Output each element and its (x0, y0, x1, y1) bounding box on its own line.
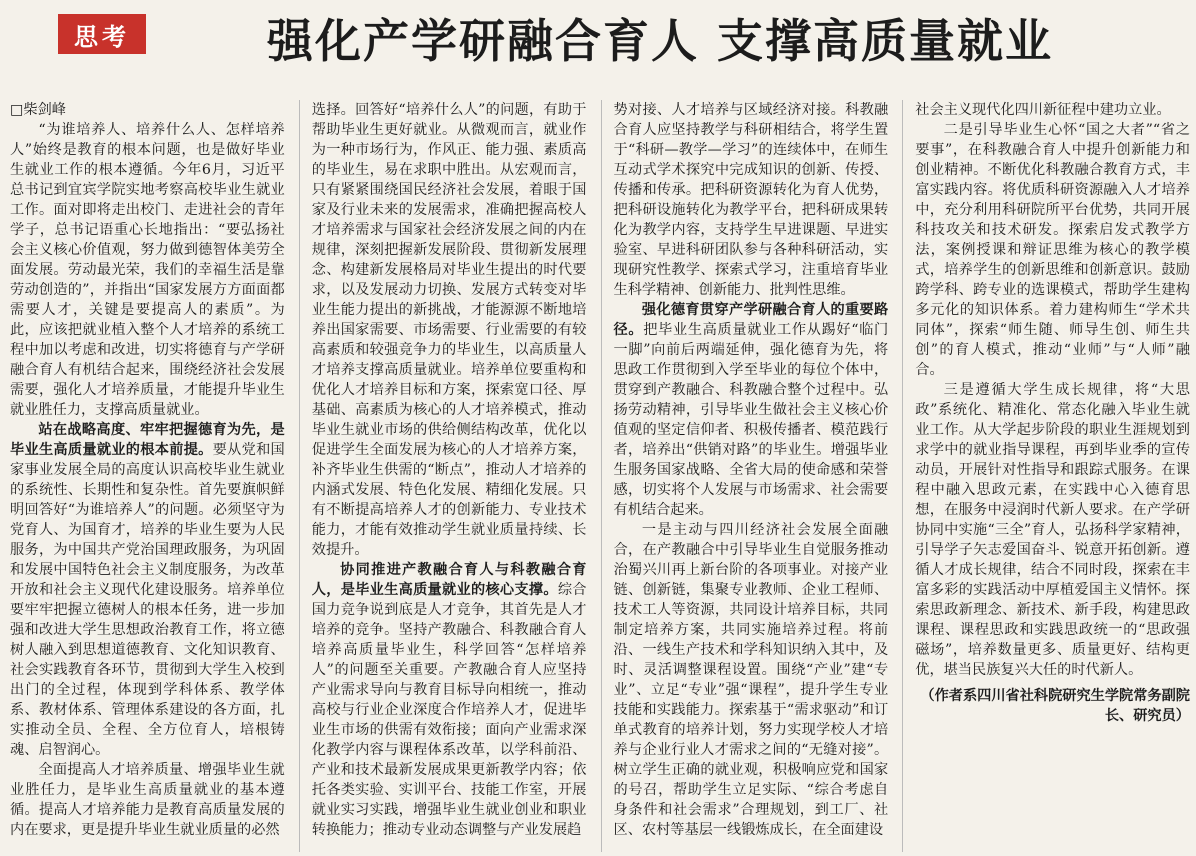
paragraph: 二是引导毕业生心怀“国之大者”“省之要事”，在科教融合育人中提升创新能力和创业精神。不断优化科教融合教育方式，丰富实践内容。将优质科研资源融入人才培养中，充分利用科研院所平台优势，共同开展科技攻关和技术研发。探索启发式教学方法，案例授课和辩证思维为核心的教学模式，培养学生的创新思维和创新意识。鼓励跨学科、跨专业的选课模式，帮助学生建构多元化的知识体系。着力建构师生“学术共同体”，探索“师生随、师导生创、师生共创”的育人模式，推动“业师”与“人师”融合。 (915, 122, 1190, 378)
article-title: 强化产学研融合育人 支撑高质量就业 (266, 14, 1053, 68)
column-1 (10, 100, 285, 852)
byline: □柴剑峰 (10, 102, 66, 118)
author-note: （作者系四川省社科院研究生学院常务副院长、研究员） (920, 688, 1190, 724)
paragraph: 势对接、人才培养与区域经济对接。科教融合育人应坚持教学与科研相结合，将学生置于“科研—教学—学习”的连续体中，在师生互动式学术探究中完成知识的创新、传授、传播和传承。把科研资源转化为育人优势，把科研设施转化为教学平台，把科研成果转化为教学内容，支持学生早进课题、早进实验室、早进科研团队参与各种科研活动，实现研究性教学、探索式学习，注重培育毕业生科学精神、创新能力、批判性思维。 (613, 102, 889, 298)
paragraph: 协同推进产教融合育人与科教融合育人，是毕业生高质量就业的核心支撑。综合国力竞争说到底是人才竞争，其首先是人才培养的竞争。坚持产教融合、科教融合育人培养高质量毕业生，科学回答“怎样培养人”的问题至关重要。产教融合育人应坚持产业需求导向与教育目标导向相统一，推动高校与行业企业深度合作培养人才，促进毕业生市场的供需有效衔接；面向产业需求深化教学内容与课程体系改革，以学科前沿、产业和技术最新发展成果更新教学内容；依托各类实验、实训平台、技能工作室，开展就业实习实践，增强毕业生就业创业和职业转换能力；推动专业动态调整与产业发展趋 (311, 562, 587, 838)
paragraph: 选择。回答好“培养什么人”的问题，有助于帮助毕业生更好就业。从微观而言，就业作为一种市场行为，作风正、能力强、素质高的毕业生，易在求职中胜出。从宏观而言，只有紧紧围绕国民经济社会发展，着眼于国家及行业未来的发展需求，准确把握高校人才培养需求与国家社会经济发展之间的内在规律，深刻把握新发展阶段、贯彻新发展理念、构建新发展格局对毕业生提出的时代要求，以及发展动力切换、发展方式转变对毕业生能力提出的新挑战，才能源源不断地培养出国家需要、市场需要、行业需要的有较高素质和较强竞争力的毕业生，以高质量人才培养支撑高质量就业。培养单位要重构和优化人才培养目标和方案，探索宽口径、厚基础、高素质为核心的人才培养模式，推动毕业生就业市场的供给侧结构改革，优化以促进学生全面发展为核心的人才培养方案，补齐毕业生供需的“断点”，推动人才培养的内涵式发展、特色化发展、精细化发展。只有不断提高培养人才的创新能力、专业技术能力，才能有效推动学生就业质量持续、长效提升。 (311, 102, 587, 558)
paragraph: 全面提高人才培养质量、增强毕业生就业胜任力，是毕业生高质量就业的基本遵循。提高人才培养能力是教育高质量发展的内在要求，更是提升毕业生就业质量的必然 (10, 762, 285, 838)
paragraph: 强化德育贯穿产学研融合育人的重要路径。把毕业生高质量就业工作从踢好“临门一脚”向前后两端延伸，强化德育为先，将思政工作贯彻到入学至毕业的每位个体中，贯穿到产教融合、科教融合整个过程中。弘扬劳动精神，引导毕业生做社会主义核心价值观的坚定信仰者、积极传播者、模范践行者，培养出“供销对路”的毕业生。增强毕业生服务国家战略、全省大局的使命感和荣誉感，切实将个人发展与市场需求、社会需要有机结合起来。 (613, 302, 889, 518)
paragraph: 三是遵循大学生成长规律，将“大思政”系统化、精准化、常态化融入毕业生就业工作。从大学起步阶段的职业生涯规划到求学中的就业指导课程，再到毕业季的宣传动员，开展针对性指导和跟踪式服务。在课程中融入思政元素，在实践中心入德育思想，在服务中浸润时代新人要求。在产学研协同中实施“三全”育人，弘扬科学家精神，引导学子矢志爱国奋斗、锐意开拓创新。遵循人才成长规律，结合不同时段，探索在丰富多彩的实践活动中厚植爱国主义情怀。探索思政新理念、新技术、新手段，构建思政课程、课程思政和实践思政统一的“思政强磁场”，培养数量更多、质量更好、结构更优，堪当民族复兴大任的时代新人。 (915, 382, 1190, 678)
article-body (10, 100, 1190, 852)
paragraph: 社会主义现代化四川新征程中建功立业。 (915, 102, 1171, 118)
column-4 (902, 100, 1190, 852)
paragraph: “为谁培养人、培养什么人、怎样培养人”始终是教育的根本问题，也是做好毕业生就业工作的根本遵循。今年6月，习近平总书记到宜宾学院实地考察高校毕业生就业工作。面对即将走出校门、走进社会的青年学子，总书记语重心长地指出：“要弘扬社会主义核心价值观，努力做到德智体美劳全面发展。劳动最光荣，我们的幸福生活是靠劳动创造的”，并指出“国家发展方方面面都需要人才，关键是要提高人的素质”。为此，应该把就业植入整个人才培养的系统工程中加以考虑和改进，切实将德育与产学研融合育人有机结合起来，围绕经济社会发展需要，强化人才培养质量，才能提升毕业生就业胜任力，支撑高质量就业。 (10, 122, 285, 418)
paragraph: 站在战略高度、牢牢把握德育为先，是毕业生高质量就业的根本前提。要从党和国家事业发展全局的高度认识高校毕业生就业的系统性、长期性和复杂性。首先要旗帜鲜明回答好“为谁培养人”的问题。必须坚守为党育人、为国育才，培养的毕业生要为人民服务，为中国共产党治国理政服务，为巩固和发展中国特色社会主义制度服务，为改革开放和社会主义现代化建设服务。培养单位要牢牢把握立德树人的根本任务，进一步加强和改进大学生思想政治教育工作，将立德树人融入到思想道德教育、文化知识教育、社会实践教育各环节，贯彻到大学生入校到出门的全过程，体现到学科体系、教学体系、教材体系、管理体系建设的各方面，扎实推动全员、全程、全方位育人，培根铸魂、启智润心。 (10, 422, 285, 758)
column-3 (601, 100, 889, 852)
section-tag: 思考 (58, 14, 146, 54)
column-2 (299, 100, 587, 852)
paragraph: 一是主动与四川经济社会发展全面融合，在产教融合中引导毕业生自觉服务推动治蜀兴川再上新台阶的各项事业。对接产业链、创新链，集聚专业教师、企业工程师、技术工人等资源，共同设计培养目标，共同制定培养方案，共同实施培养过程。将前沿、一线生产技术和学科知识纳入其中，及时、灵活调整课程设置。围绕“产业”建“专业”、立足“专业”强“课程”，提升学生专业技能和实践能力。探索基于“需求驱动”和订单式教育的培养计划，努力实现学校人才培养与企业行业人才需求之间的“无缝对接”。树立学生正确的就业观，积极响应党和国家的号召，帮助学生立足实际、“综合考虑自身条件和社会需求”合理规划，到工厂、社区、农村等基层一线锻炼成长，在全面建设 (613, 522, 889, 838)
article-header (0, 0, 1196, 86)
